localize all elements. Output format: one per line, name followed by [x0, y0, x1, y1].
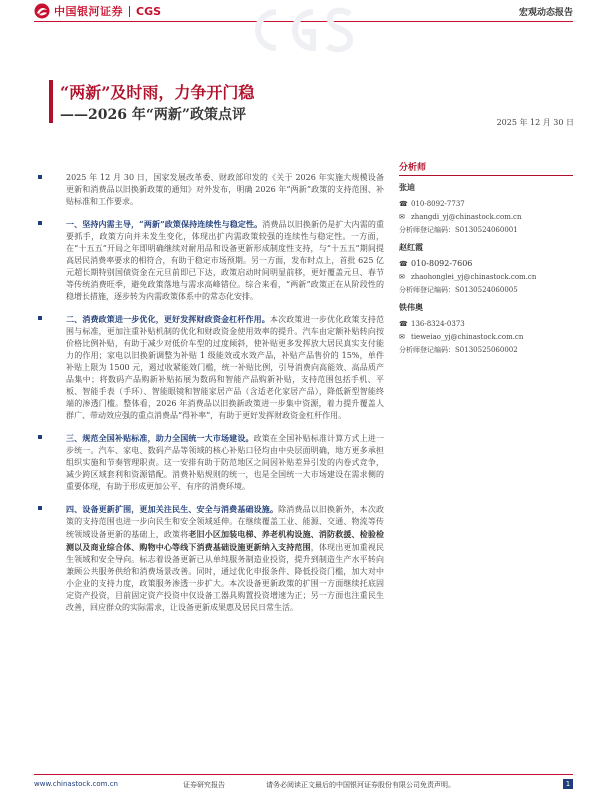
- analyst-name: 赵红霞: [399, 242, 423, 252]
- logo-text-cn: 中国银河证券: [54, 5, 123, 18]
- analyst-sidebar: [399, 160, 573, 356]
- logo-text-en: CGS: [136, 4, 162, 18]
- report-type-label: 宏观动态报告: [518, 8, 573, 18]
- company-logo[interactable]: [34, 3, 161, 19]
- phone-icon: ☎: [399, 259, 408, 268]
- bullet-icon: [38, 435, 42, 439]
- footer-disclaimer: 请务必阅读正文最后的中国银河证券股份有限公司免责声明。: [266, 781, 455, 789]
- analyst-registration: 分析师登记编码：S0130525060002: [399, 345, 518, 354]
- bullet-icon: [38, 316, 42, 320]
- paragraph-text: 政策在全国补贴标准计算方式上进一步统一。汽车、家电、数码产品等领域的核心补贴口径均由中央层面明确，地方更多承担组织实施和节奏管理职责。这一安排有助于防范地区之间因补贴差异引发的内卷式竞争，减少跨区域套利和资源错配。消费补贴规则的统一，也是全国统一大市场建设在需求侧的重要体现，有助于形成更加公平、有序的消费环境。: [66, 434, 385, 491]
- analyst-email-row[interactable]: [399, 270, 573, 283]
- analyst-email[interactable]: tieweiao_yj@chinastock.com.cn: [411, 332, 524, 341]
- phone-icon: ☎: [399, 319, 408, 328]
- email-icon: ✉: [399, 212, 405, 221]
- paragraph-text: ，体现出更加重视民生领域和安全导向。标志着设备更新已从单纯服务制造业投资，提升到制造生产水平转向兼顾公共服务供给和消费场景改善。同时，通过优化申报条件、降低投资门槛，加大对中小企业的支持力度，政策服务渗透一步扩大。本次设备更新政策的扩围一方面继续托底固定资产投资，目前固定资产投资中仅设备工器具购置投资增速为正；另一方面也注重民生改善，回应群众的实际需求，让设备更新成果惠及居民日常生活。: [66, 543, 384, 612]
- analyst-card: [399, 182, 573, 236]
- paragraph-intro: [38, 172, 384, 208]
- analyst-card: [399, 242, 573, 296]
- website-link[interactable]: www.chinastock.com.cn: [34, 780, 118, 788]
- paragraph-section-4: [38, 503, 384, 614]
- analyst-phone: 010-8092-7737: [411, 199, 465, 208]
- analyst-card: [399, 302, 573, 356]
- page-number: 1: [563, 779, 573, 789]
- report-date: 2025 年 12 月 30 日: [496, 118, 574, 127]
- paragraph-section-2: [38, 313, 384, 422]
- analyst-email-row[interactable]: [399, 330, 573, 343]
- analyst-registration: 分析师登记编码：S0130524060005: [399, 285, 518, 294]
- report-body: [38, 172, 384, 624]
- footer-report-type: 证券研究报告: [183, 781, 225, 789]
- section-heading: 三、规范全国补贴标准，助力全国统一大市场建设。: [66, 433, 254, 443]
- analyst-registration: 分析师登记编码：S0130524060001: [399, 225, 518, 234]
- analyst-email-row[interactable]: [399, 210, 573, 223]
- analyst-email[interactable]: zhangdi_yj@chinastock.com.cn: [411, 212, 522, 221]
- bullet-icon: [38, 221, 42, 225]
- phone-icon: ☎: [399, 199, 408, 208]
- email-icon: ✉: [399, 332, 405, 341]
- paragraph-text: 本次政策进一步优化政策支持范围与标准，更加注重补贴机制的优化和财政资金使用效率的提升。汽车由定额补贴转向按价格比例补贴，有助于减少对低价车型的过度倾斜，使补贴更多发挥放大居民真实支付能力的作用；家电以旧换新调整为补贴 1 级能效或水效产品，补贴产品售价的 15%，单件补贴上限为 1500 元，遏过收紧能效门槛，统一补贴比例，引导消费向高能效、高品质产品集中；将数码产品购新补贴拓展为数码和智能产品购新补贴，支持范围包括手机、平板、智能手表（手环）、智能眼镜和智能家居产品（含适老化家居产品），降低新型智能终端的渗透门槛。整体看，2026 年消费品以旧换新政策进一步集中资源，着力提升覆盖人群广、带动效应强的重点消费品“得补率”，有助于更好发挥财政资金杠杆作用。: [66, 315, 385, 420]
- analyst-name: 铁伟奥: [399, 302, 423, 312]
- page-footer: [34, 780, 573, 792]
- analyst-phone-row: [399, 317, 573, 330]
- paragraph-section-3: [38, 432, 384, 493]
- analyst-phone: 136-8324-0373: [411, 319, 465, 328]
- analyst-phone-row: [399, 257, 573, 270]
- title-accent-bar: [49, 80, 53, 123]
- section-heading: 一、坚持内需主导，“两新”政策保持连续性与稳定性。: [66, 219, 263, 229]
- analyst-name: 张迪: [399, 182, 415, 192]
- analyst-phone-row: [399, 197, 573, 210]
- logo-mark-icon: [34, 3, 50, 19]
- analyst-phone: 010-8092-7606: [411, 259, 473, 268]
- cgs-watermark-icon: [238, 2, 358, 57]
- highlighted-text: 老旧小区加装电梯、养老机构设施、消防救援、检验检测以及商业综合体、购物中心等线下消费基础设施更新纳入支持范围: [66, 529, 385, 552]
- footer-divider: [34, 774, 573, 775]
- paragraph-text: 消费品以旧换新仍是扩大内需的重要抓手，政策方向并未发生变化，体现出扩内需政策较强的连续性与稳定性。一方面，在“十五五”开局之年即明确继续对耐用品和设备更新形成制度性支持，与“十五五”期间提高居民消费率要求的相符合，有助于稳定市场预期。另一方面，发布时点上，首批 625 亿元超长期特别国债资金在元旦前即已下达，政策启动时间明显前移，更好覆盖元旦、春节等传统消费旺季，避免政策落地与需求高峰错位。综合来看，“两新”政策正在从阶段性的稳增长措施，逐步转为内需政策体系中的常态化安排。: [66, 220, 385, 301]
- section-heading: 二、消费政策进一步优化，更好发挥财政资金杠杆作用。: [66, 314, 270, 324]
- email-icon: ✉: [399, 272, 405, 281]
- section-heading: 四、设备更新扩围，更加关注民生、安全与消费基础设施。: [66, 504, 279, 514]
- bullet-icon: [38, 175, 42, 179]
- report-subtitle: ——2026 年“两新”政策点评: [60, 107, 246, 123]
- paragraph-text: 2025 年 12 月 30 日，国家发展改革委、财政部印发的《关于 2026 年实施大规模设备更新和消费品以旧换新政策的通知》对外发布，明确 2026 年“两新”政策的支持范围、补贴标准和工作要求。: [66, 173, 384, 206]
- bullet-icon: [38, 506, 42, 510]
- paragraph-section-1: [38, 218, 384, 303]
- paragraph-text: 除消费品以旧换新外，本次政策的支持范围也进一步向民生和安全领域延伸。在继续覆盖工业、能源、交通、物流等传统领域设备更新的基础上，政策将: [66, 505, 385, 539]
- analyst-email[interactable]: zhaohonglei_yj@chinastock.com.cn: [411, 272, 537, 281]
- report-title: “两新”及时雨，力争开门稳: [60, 83, 255, 102]
- logo-separator: [129, 6, 130, 17]
- analyst-heading: 分析师: [399, 160, 573, 176]
